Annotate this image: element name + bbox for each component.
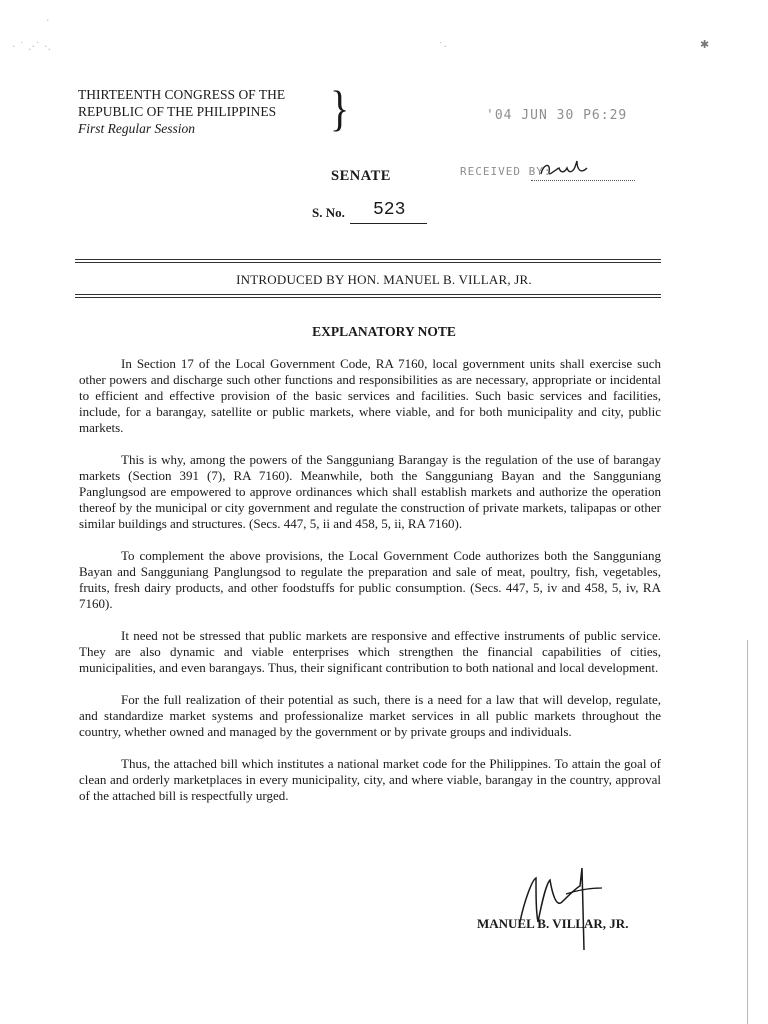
signatory-name: MANUEL B. VILLAR, JR. xyxy=(477,916,629,931)
paragraph: For the full realization of their potential as such, there is a need for a law that will develop, regulate, and standardize market systems and professionalize market services in all public markets throughout the country, whether owned and managed by the government or by private groups and individuals. xyxy=(79,692,661,739)
congress-line-2: REPUBLIC OF THE PHILIPPINES xyxy=(78,104,277,119)
received-by-label: RECEIVED BY: xyxy=(460,165,552,178)
explanatory-note-body xyxy=(79,356,661,820)
header-brace: } xyxy=(330,80,350,136)
received-by-signature xyxy=(531,158,635,181)
introduced-by-line: INTRODUCED BY HON. MANUEL B. VILLAR, JR. xyxy=(236,272,532,287)
received-date-stamp: '04 JUN 30 P6:29 xyxy=(486,108,628,123)
congress-line-1: THIRTEENTH CONGRESS OF THE xyxy=(78,87,286,102)
bill-number-label: S. No. xyxy=(312,205,345,220)
congress-header xyxy=(78,86,285,137)
document-title: EXPLANATORY NOTE xyxy=(312,324,456,339)
scan-noise: · ˙ .·˙ ·. xyxy=(12,40,51,53)
divider-top-1 xyxy=(75,259,661,260)
page-edge-line xyxy=(747,640,748,1024)
divider-top-2 xyxy=(75,262,661,263)
scan-noise: ✱ xyxy=(700,38,710,51)
bill-number-underline xyxy=(350,223,427,224)
divider-bottom-2 xyxy=(75,297,661,298)
divider-bottom-1 xyxy=(75,294,661,295)
paragraph: To complement the above provisions, the Local Government Code authorizes both the Sangguniang Bayan and Sangguniang Panglungsod to regulate the preparation and sale of meat, poultry, fish, vegetables, fruits, fresh dairy products, and other foodstuffs for public consumption. (Secs. 447, 5, iv and 458, 5, iv, RA 7160). xyxy=(79,548,661,611)
paragraph: It need not be stressed that public markets are responsive and effective instruments of public service. They are also dynamic and viable enterprises which strengthen the financial capabilities of cities, municipalities, and even barangays. Thus, their significant contribution to both national and local development. xyxy=(79,628,661,675)
paragraph: Thus, the attached bill which institutes a national market code for the Philippines. To attain the goal of clean and orderly marketplaces in every municipality, city, and where viable, barangay in the country, approval of the attached bill is respectfully urged. xyxy=(79,756,661,803)
scan-noise: · xyxy=(46,14,50,27)
bill-number-value: 523 xyxy=(373,200,406,220)
session-label: First Regular Session xyxy=(78,121,195,136)
chamber-label: SENATE xyxy=(331,168,391,184)
paragraph: This is why, among the powers of the Sangguniang Barangay is the regulation of the use of barangay markets (Section 391 (7), RA 7160). Meanwhile, both the Sangguniang Bayan and the Sangguniang Panglungsod are empowered to approve ordinances which shall establish markets and authorize the operation thereof by the municipal or city government and regulate the construction of private markets, talipapas or other similar buildings and structures. (Secs. 447, 5, ii and 458, 5, ii, RA 7160). xyxy=(79,452,661,531)
author-signature xyxy=(506,862,616,957)
scan-noise: ˙· xyxy=(438,40,447,53)
paragraph: In Section 17 of the Local Government Code, RA 7160, local government units shall exercise such other powers and discharge such other functions and responsibilities as are necessary, appropriate or incidental to efficient and effective provision of the basic services and facilities. Such basic services and facilities, include, for a barangay, satellite or public markets, where viable, and for both municipality and city, public markets. xyxy=(79,356,661,435)
